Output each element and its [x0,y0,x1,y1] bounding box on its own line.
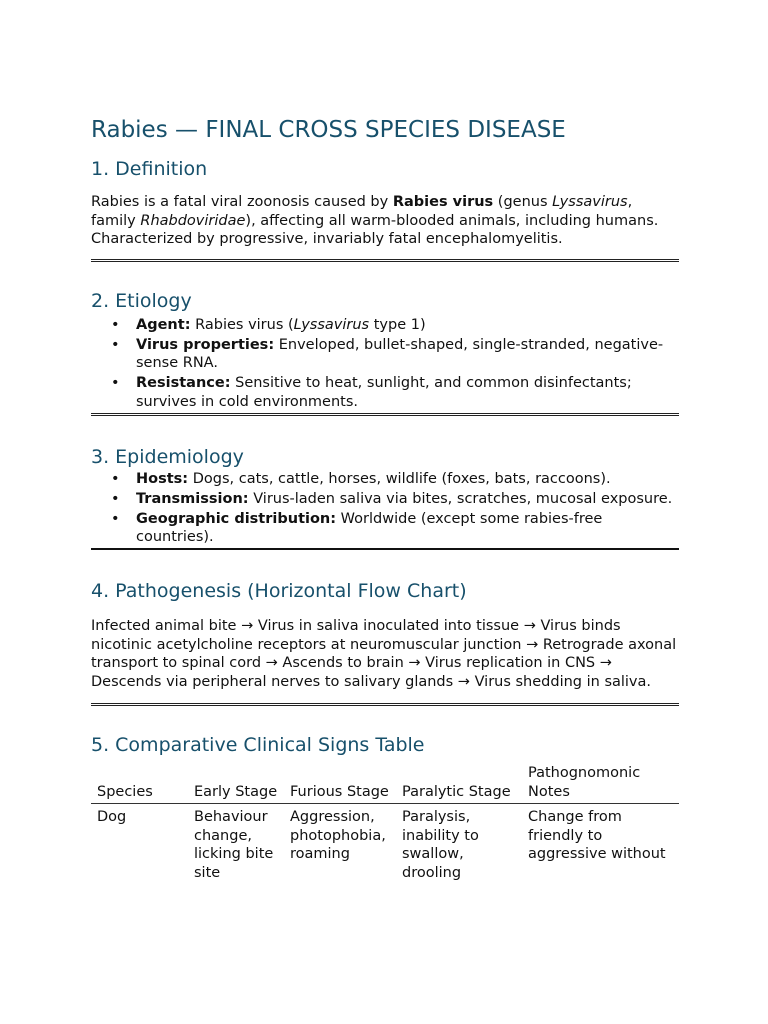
bullet-icon: • [111,490,120,507]
column-header: Pathognomonic Notes [522,764,679,804]
table-cell: Dog [97,809,127,825]
section-divider [91,703,679,706]
clinical-signs-table [91,764,679,882]
list-item: • Hosts: Dogs, cats, cattle, horses, wildlife (foxes, bats, raccoons). [111,470,611,487]
table-header-row [91,764,679,804]
section-divider [91,548,679,550]
table-cell: Aggression, photophobia, roaming [290,809,386,862]
section-divider [91,413,679,416]
list-item: • Geographic distribution: Worldwide (except some rabies-free countries). [111,510,603,545]
section-pathogenesis-heading: 4. Pathogenesis (Horizontal Flow Chart) [91,580,467,602]
table-cell: Behaviour change, licking bite site [194,809,274,881]
etiology-list [91,316,679,412]
table-cell: Change from friendly to aggressive without [528,809,666,862]
list-item: • Virus properties: Enveloped, bullet-shaped, single-stranded, negative-sense RNA. [111,336,664,371]
table-cell: Paralysis, inability to swallow, drooling [402,809,479,881]
list-item: • Resistance: Sensitive to heat, sunlight, and common disinfectants; survives in cold environments. [111,375,632,410]
bullet-icon: • [111,316,120,333]
section-etiology-heading: 2. Etiology [91,289,192,312]
section-divider [91,259,679,262]
list-item: • Agent: Rabies virus (Lyssavirus type 1) [111,316,426,333]
bullet-icon: • [111,336,120,353]
list-item: • Transmission: Virus-laden saliva via bites, scratches, mucosal exposure. [111,490,673,507]
document-title: Rabies — FINAL CROSS SPECIES DISEASE [91,117,566,143]
column-header: Furious Stage [284,764,396,804]
definition-paragraph: Rabies is a fatal viral zoonosis caused by Rabies virus (genus Lyssavirus, family Rhabdoviridae), affecting all warm-blooded animals, including humans. Characterized by progressive, invariably fatal encephalomyelitis. [91,194,659,247]
bullet-icon: • [111,375,120,391]
bullet-icon: • [111,510,120,527]
pathogenesis-paragraph: Infected animal bite → Virus in saliva inoculated into tissue → Virus binds nicotinic acetylcholine receptors at neuromuscular junction → Retrograde axonal transport to spinal cord → Ascends to brain → Virus replication in CNS → Descends via peripheral nerves to salivary glands → Virus shedding in saliva. [91,618,677,690]
epidemiology-list [91,470,679,547]
table-row [91,804,679,883]
column-header: Species [91,764,188,804]
bullet-icon: • [111,470,120,487]
column-header: Early Stage [188,764,284,804]
section-epidemiology-heading: 3. Epidemiology [91,445,244,468]
section-table-heading: 5. Comparative Clinical Signs Table [91,734,425,756]
document-page [91,114,679,882]
column-header: Paralytic Stage [396,764,522,804]
section-definition-heading: 1. Definition [91,158,208,180]
